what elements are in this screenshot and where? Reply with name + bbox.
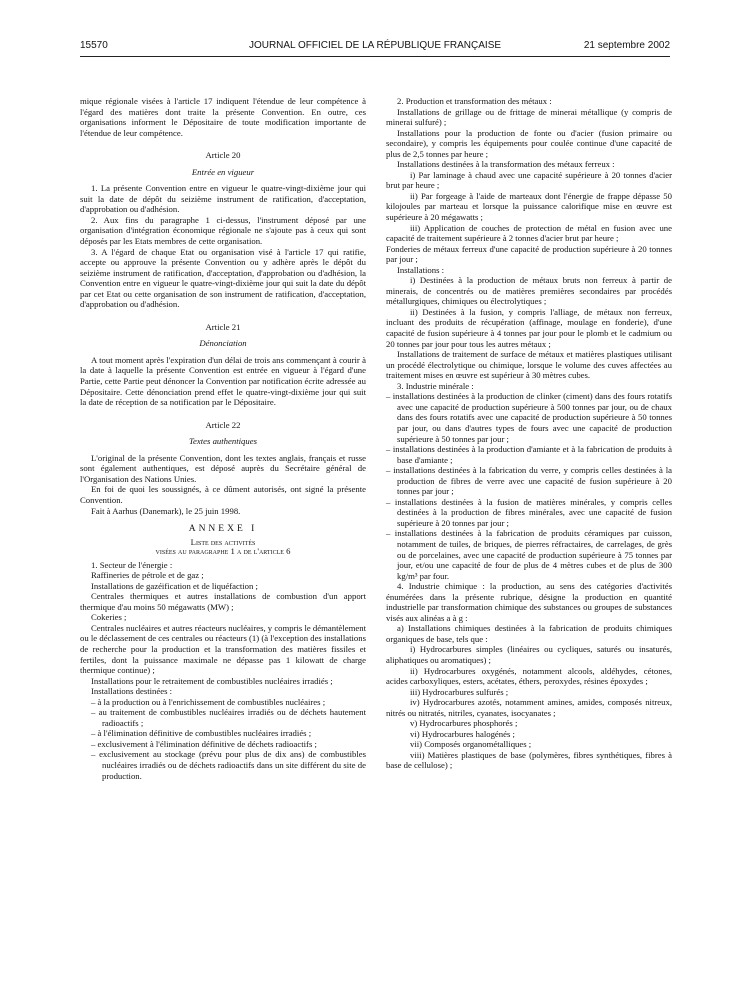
section-1-item: Cokeries ; bbox=[91, 612, 127, 623]
section-3-heading: 3. Industrie minérale : bbox=[397, 380, 474, 391]
article-20-paragraph-1: 1. La présente Convention entre en vigueur le quatre-vingt-dixième jour qui suit la date de dépôt du seizième instrument de ratification, d'acceptation, d'approbation ou d'adhésion. bbox=[80, 183, 366, 215]
section-1-item: Installations pour le retraitement de combustibles nucléaires irradiés ; bbox=[91, 675, 333, 686]
annex-subtitle-2: visées au paragraphe 1 a de l'article 6 bbox=[155, 546, 291, 557]
section-2-item: Installations : bbox=[397, 264, 445, 275]
right-column bbox=[386, 96, 672, 771]
section-1-item: Centrales nucléaires et autres réacteurs nucléaires, y compris le démantèlement ou le déclassement de ces centrales ou réacteurs (1) (à l'exception des installations de recherche pour la production et la transformation des matières fissiles et fertiles, dont la puissance maximale ne dépasse pas 1 kilowatt de charge thermique continue) ; bbox=[80, 622, 366, 676]
list-item: vi) Hydrocarbures halogénés ; bbox=[410, 728, 515, 739]
header-rule bbox=[80, 56, 670, 57]
section-2-item: Installations destinées à la transformation des métaux ferreux : bbox=[397, 159, 615, 170]
section-1-item: Installations de gazéification et de liquéfaction ; bbox=[91, 580, 258, 591]
article-22-paragraph-2: En foi de quoi les soussignés, à ce dûment autorisés, ont signé la présente Convention. bbox=[80, 484, 366, 505]
section-2-heading: 2. Production et transformation des métaux : bbox=[397, 96, 552, 106]
section-1-item: Installations destinées : bbox=[91, 686, 173, 697]
annex-title: ANNEXE I bbox=[188, 524, 258, 535]
section-1-item: Centrales thermiques et autres installations de combustion d'un apport thermique d'au moins 50 mégawatts (MW) ; bbox=[80, 591, 366, 612]
list-item: – exclusivement au stockage (prévu pour plus de dix ans) de combustibles nucléaires irradiés ou de déchets radioactifs dans un site différent du site de production. bbox=[91, 749, 366, 781]
article-20-subtitle: Entrée en vigueur bbox=[191, 166, 255, 177]
list-item: – installations destinées à la fabrication du verre, y compris celles destinées à la production de fibres de verre avec une capacité de fusion supérieure à 20 tonnes par jour ; bbox=[386, 465, 672, 497]
section-2-item: Installations pour la production de fonte ou d'acier (fusion primaire ou secondaire), y compris les équipements pour coulée continue d'une capacité de plus de 2,5 tonnes par heure ; bbox=[386, 127, 672, 159]
article-22-paragraph-3: Fait à Aarhus (Danemark), le 25 juin 1998. bbox=[91, 505, 241, 516]
article-21-subtitle: Dénonciation bbox=[199, 338, 247, 349]
list-item: – exclusivement à l'élimination définitive de déchets radioactifs ; bbox=[91, 738, 317, 749]
list-item: – installations destinées à la production de clinker (ciment) dans des fours rotatifs avec une capacité de production supérieure à 500 tonnes par jour, ou de chaux dans des fours rotatifs avec une capacité de production supérieure à 50 tonnes par jour, ou dans d'autres types de fours avec une capacité de production supérieure à 50 tonnes par jour ; bbox=[386, 391, 672, 444]
list-item: vii) Composés organométalliques ; bbox=[410, 739, 532, 750]
section-4-item: a) Installations chimiques destinées à la fabrication de produits chimiques organiques de base, tels que : bbox=[386, 623, 672, 644]
article-21-title: Article 21 bbox=[205, 321, 241, 332]
list-item: ii) Hydrocarbures oxygénés, notamment alcools, aldéhydes, cétones, acides carboxyliques, esters, acétates, éthers, peroxydes, résines époxydes ; bbox=[386, 665, 672, 687]
article-22-paragraph-1: L'original de la présente Convention, dont les textes anglais, français et russe sont également authentiques, est déposé auprès du Secrétaire général de l'Organisation des Nations Unies. bbox=[80, 452, 366, 484]
article-21-paragraph-1: A tout moment après l'expiration d'un délai de trois ans commençant à courir à la date à laquelle la présente Convention est entrée en vigueur à l'égard d'une Partie, cette Partie peut dénoncer la Convention par notification écrite adressée au Dépositaire. Cette dénonciation prend effet le quatre-vingt-dixième jour qui suit la date de réception de sa notification par le Dépositaire. bbox=[80, 354, 366, 408]
list-item: viii) Matières plastiques de base (polymères, fibres synthétiques, fibres à base de cellulose) ; bbox=[386, 749, 672, 771]
left-column bbox=[80, 96, 366, 781]
list-item: – installations destinées à la fusion de matières minérales, y compris celles destinées à la production de fibres minérales, avec une capacité de fusion supérieure à 20 tonnes par jour ; bbox=[386, 496, 672, 528]
section-2-item: Installations de grillage ou de frittage de minerai métallique (y compris de minerai sulfuré) ; bbox=[386, 106, 672, 128]
annex-subtitle-1: Liste des activités bbox=[190, 536, 256, 547]
list-item: – au traitement de combustibles nucléaires irradiés ou de déchets hautement radioactifs ; bbox=[91, 707, 366, 728]
list-item: – installations destinées à la fabrication de produits céramiques par cuisson, notamment de tuiles, de briques, de pierres réfractaires, de carrelages, de grès ou de porcelaines, avec une capacité de production supérieure à 75 tonnes par jour, et/ou une capacité de four de plus de 4 mètres cubes et de plus de 300 kg/m³ par four. bbox=[386, 528, 672, 581]
article-22-subtitle: Textes authentiques bbox=[189, 436, 257, 447]
list-item: – installations destinées à la production d'amiante et à la fabrication de produits à base d'amiante ; bbox=[386, 444, 672, 465]
list-item: iv) Hydrocarbures azotés, notamment amines, amides, composés nitreux, nitrés ou nitratés, nitriles, cyanates, isocyanates ; bbox=[386, 697, 672, 718]
issue-date: 21 septembre 2002 bbox=[583, 40, 670, 51]
page-number: 15570 bbox=[80, 40, 108, 51]
journal-title: JOURNAL OFFICIEL DE LA RÉPUBLIQUE FRANÇAISE bbox=[248, 40, 502, 51]
section-2-item: Installations de traitement de surface de métaux et matières plastiques utilisant un procédé électrolytique ou chimique, lorsque le volume des cuves affectées au traitement mises en œuvre est supérieur à 30 mètres cubes. bbox=[386, 349, 672, 381]
section-2-item: Fonderies de métaux ferreux d'une capacité de production supérieure à 20 tonnes par jour ; bbox=[386, 243, 672, 265]
article-20-title: Article 20 bbox=[205, 150, 241, 161]
intro-paragraph: mique régionale visées à l'article 17 indiquent l'étendue de leur compétence à l'égard des matières dont traite la présente Convention. En outre, ces organisations informent le Dépositaire de toute modification importante de l'étendue de leur compétence. bbox=[80, 96, 366, 138]
list-item: i) Destinées à la production de métaux bruts non ferreux à partir de minerais, de concentrés ou de matières premières secondaires par procédés métallurgiques, chimiques ou électrolytiques ; bbox=[386, 275, 672, 307]
list-item: i) Hydrocarbures simples (linéaires ou cycliques, saturés ou insaturés, aliphatiques ou aromatiques) ; bbox=[386, 644, 672, 665]
list-item: i) Par laminage à chaud avec une capacité supérieure à 20 tonnes d'acier brut par heure ; bbox=[386, 169, 672, 191]
list-item: v) Hydrocarbures phosphorés ; bbox=[410, 718, 518, 729]
article-22-title: Article 22 bbox=[205, 419, 241, 430]
list-item: ii) Destinées à la fusion, y compris l'alliage, de métaux non ferreux, incluant des produits de récupération (affinage, moulage en fonderie), d'une capacité de fusion supérieure à 4 tonnes par jour pour le plomb et le cadmium ou 20 tonnes par jour pour tous les autres métaux ; bbox=[386, 306, 672, 349]
list-item: – à l'élimination définitive de combustibles nucléaires irradiés ; bbox=[91, 728, 312, 739]
list-item: iii) Hydrocarbures sulfurés ; bbox=[410, 686, 509, 697]
list-item: iii) Application de couches de protection de métal en fusion avec une capacité de traitement supérieure à 2 tonnes d'acier brut par heure ; bbox=[386, 222, 672, 244]
list-item: – à la production ou à l'enrichissement de combustibles nucléaires ; bbox=[91, 696, 326, 707]
section-4-heading: 4. Industrie chimique : la production, au sens des catégories d'activités énumérées dans la présente rubrique, désigne la production en quantité industrielle par transformation chimique des substances ou groupes de substances visés aux alinéas a à g : bbox=[386, 581, 672, 623]
article-20-paragraph-3: 3. A l'égard de chaque Etat ou organisation visé à l'article 17 qui ratifie, accepte ou approuve la présente Convention ou y adhère après le dépôt du seizième instrument de ratification, d'acceptation, d'approbation ou d'adhésion, la Convention entre en vigueur le quatre-vingt-dixième jour qui suit la date du dépôt par cet Etat ou cette organisation de son instrument de ratification, d'acceptation, d'approbation ou d'adhésion. bbox=[80, 246, 366, 310]
section-1-heading: 1. Secteur de l'énergie : bbox=[91, 559, 173, 570]
section-1-item: Raffineries de pétrole et de gaz ; bbox=[91, 570, 204, 581]
article-20-paragraph-2: 2. Aux fins du paragraphe 1 ci-dessus, l'instrument déposé par une organisation d'intégration économique régionale ne s'ajoute pas à ceux qui sont déposés par les Etats membres de cette organisation. bbox=[80, 214, 366, 247]
page-header bbox=[80, 40, 670, 56]
list-item: ii) Par forgeage à l'aide de marteaux dont l'énergie de frappe dépasse 50 kilojoules par marteau et lorsque la puissance calorifique mise en œuvre est supérieure à 20 mégawatts ; bbox=[386, 190, 672, 223]
